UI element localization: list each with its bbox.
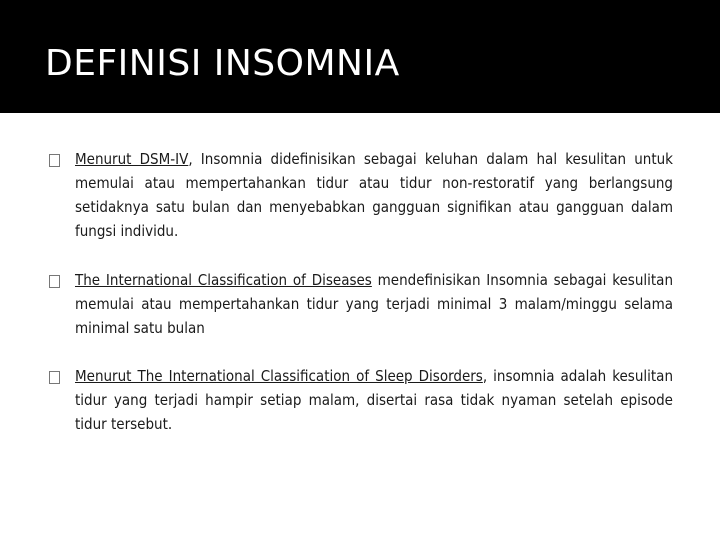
bullet-paragraph-3 [75, 364, 673, 436]
bullet-marker-icon [49, 371, 60, 384]
bullet-2-source: The International Classification of Diseases [75, 271, 372, 289]
bullet-marker-icon [49, 154, 60, 167]
bullet-paragraph-2 [75, 268, 673, 340]
bullet-3-source: Menurut The International Classification of Sleep Disorders [75, 367, 483, 385]
bullet-paragraph-1 [75, 147, 673, 243]
bullet-marker-icon [49, 275, 60, 288]
bullet-1-source: Menurut DSM-IV [75, 150, 189, 168]
bullet-1-text: , Insomnia didefinisikan sebagai keluhan dalam hal kesulitan untuk memulai atau mempertahankan tidur atau tidur non-restoratif yang berlangsung setidaknya satu bulan dan menyebabkan gangguan signifikan atau gangguan dalam fungsi individu. [75, 150, 673, 240]
bullet-3-text: , insomnia adalah kesulitan tidur yang terjadi hampir setiap malam, disertai rasa tidak nyaman setelah episode tidur tersebut. [75, 367, 673, 433]
slide-title: DEFINISI INSOMNIA [45, 43, 400, 84]
bullet-2-text: mendefinisikan Insomnia sebagai kesulitan memulai atau mempertahankan tidur yang terjadi minimal 3 malam/minggu selama minimal satu bulan [75, 271, 674, 337]
